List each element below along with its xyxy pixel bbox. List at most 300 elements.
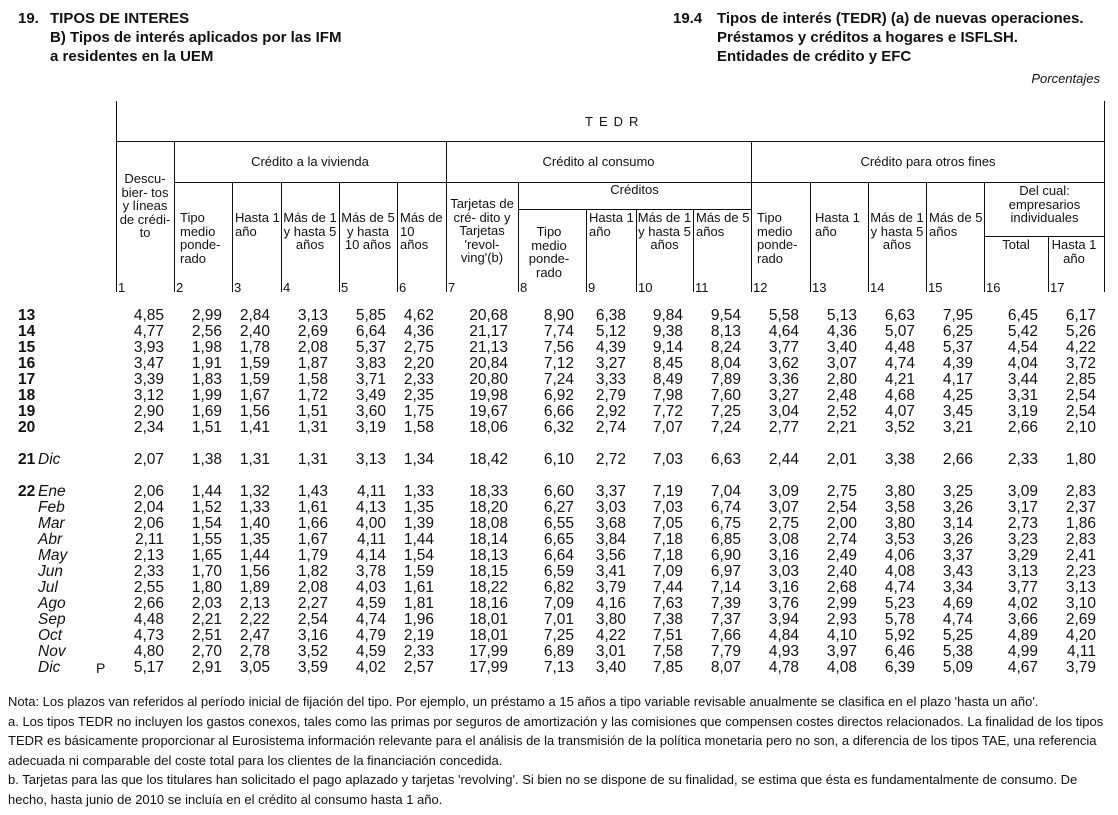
table-cell: 3,41 [595, 563, 626, 580]
table-cell: 3,05 [239, 659, 270, 676]
table-cell: 7,25 [710, 403, 741, 420]
table-cell: 1,79 [297, 547, 328, 564]
table-cell: 7,24 [710, 419, 741, 436]
table-cell: 7,79 [710, 643, 741, 660]
table-cell: 1,87 [297, 355, 328, 372]
table-cell: 4,21 [884, 371, 915, 388]
table-cell: 7,03 [652, 451, 683, 468]
table-cell: 3,25 [942, 483, 973, 500]
table-cell: 5,38 [942, 643, 973, 660]
table-cell: 7,60 [710, 387, 741, 404]
table-cell: 2,33 [1007, 451, 1038, 468]
table-row [0, 500, 1118, 516]
table-cell: 6,17 [1065, 307, 1096, 324]
table-cell: 3,60 [355, 403, 386, 420]
table-cell: 3,04 [768, 403, 799, 420]
table-cell: 5,85 [355, 307, 386, 324]
table-cell: 3,26 [942, 499, 973, 516]
table-cell: 7,25 [543, 627, 574, 644]
table-cell: 1,75 [403, 403, 434, 420]
table-cell: 4,80 [133, 643, 164, 660]
table-cell: 7,19 [652, 483, 683, 500]
table-cell: 2,22 [239, 611, 270, 628]
table-cell: 3,38 [884, 451, 915, 468]
table-row [0, 372, 1118, 388]
table-cell: 2,21 [826, 419, 857, 436]
table-row [0, 484, 1118, 500]
table-cell: 3,01 [595, 643, 626, 660]
table-cell: 7,38 [652, 611, 683, 628]
col-header-7: Tarjetas de cré- dito y Tarjetas 'revol- ving'(b) [450, 196, 514, 265]
table-cell: 3,80 [884, 483, 915, 500]
table-cell: 7,09 [543, 595, 574, 612]
table-cell: 3,93 [133, 339, 164, 356]
table-cell: 2,51 [191, 627, 222, 644]
table-cell: 3,23 [1007, 531, 1038, 548]
table-cell: 1,56 [239, 563, 270, 580]
table-cell: 2,54 [297, 611, 328, 628]
table-cell: 3,34 [942, 579, 973, 596]
table-cell: 3,78 [355, 563, 386, 580]
table-cell: 19,67 [469, 403, 508, 420]
table-cell: 4,03 [355, 579, 386, 596]
table-cell: 1,58 [403, 419, 434, 436]
table-cell: 4,07 [884, 403, 915, 420]
table-cell: 2,66 [942, 451, 973, 468]
table-cell: 4,64 [768, 323, 799, 340]
table-cell: 3,07 [826, 355, 857, 372]
table-cell: 2,66 [1007, 419, 1038, 436]
table-cell: 2,56 [191, 323, 222, 340]
section-number: 19. [18, 10, 39, 27]
table-cell: 6,90 [710, 547, 741, 564]
table-cell: 3,07 [768, 499, 799, 516]
table-cell: 1,66 [297, 515, 328, 532]
table-cell: 1,56 [239, 403, 270, 420]
table-cell: 7,72 [652, 403, 683, 420]
row-month: Sep [38, 611, 66, 628]
table-cell: 2,13 [133, 547, 164, 564]
table-cell: 3,79 [595, 579, 626, 596]
col-header-17: Hasta 1 año [1051, 237, 1097, 266]
table-cell: 2,73 [1007, 515, 1038, 532]
table-cell: 5,92 [884, 627, 915, 644]
table-cell: 7,04 [710, 483, 741, 500]
table-cell: 6,25 [942, 323, 973, 340]
table-cell: 9,54 [710, 307, 741, 324]
table-cell: 8,90 [543, 307, 574, 324]
table-cell: 3,43 [942, 563, 973, 580]
table-cell: 6,55 [543, 515, 574, 532]
table-cell: 1,83 [191, 371, 222, 388]
table-cell: 3,03 [768, 563, 799, 580]
table-cell: 1,96 [403, 611, 434, 628]
table-cell: 18,42 [469, 451, 508, 468]
tedr-super-header: TEDR [585, 114, 645, 129]
table-cell: 1,78 [239, 339, 270, 356]
table-cell: 6,63 [710, 451, 741, 468]
table-cell: 1,54 [403, 547, 434, 564]
table-cell: 6,32 [543, 419, 574, 436]
table-cell: 1,43 [297, 483, 328, 500]
table-cell: 4,84 [768, 627, 799, 644]
table-row [0, 580, 1118, 596]
table-cell: 3,59 [297, 659, 328, 676]
table-row [0, 644, 1118, 660]
table-row [0, 548, 1118, 564]
table-cell: 4,54 [1007, 339, 1038, 356]
table-cell: 3,45 [942, 403, 973, 420]
table-cell: 2,66 [133, 595, 164, 612]
table-cell: 4,36 [403, 323, 434, 340]
table-cell: 4,78 [768, 659, 799, 676]
table-cell: 4,59 [355, 643, 386, 660]
table-cell: 7,63 [652, 595, 683, 612]
table-cell: 1,58 [297, 371, 328, 388]
table-cell: 4,22 [595, 627, 626, 644]
note-b: b. Tarjetas para las que los titulares han solicitado el pago aplazado y tarjetas 'revolving'. Si bien no se dispone de su finalidad, se estima que ésta es fundamentalmente de consumo. De hecho, hasta junio de 2010 se incluía en el crédito al consumo hasta 1 año. [8, 772, 1078, 807]
col-header-16: Total [1002, 237, 1030, 252]
table-row [0, 532, 1118, 548]
table-cell: 3,68 [595, 515, 626, 532]
table-cell: 1,44 [191, 483, 222, 500]
table-cell: 3,13 [297, 307, 328, 324]
table-row [0, 324, 1118, 340]
row-year: 19 [18, 403, 36, 420]
table-cell: 7,95 [942, 307, 973, 324]
col-header-1: Descu- bier- tos y líneas de crédi- to [119, 171, 171, 240]
table-cell: 3,16 [297, 627, 328, 644]
table-cell: 20,84 [469, 355, 508, 372]
table-cell: 6,60 [543, 483, 574, 500]
table-cell: 2,69 [297, 323, 328, 340]
table-cell: 5,25 [942, 627, 973, 644]
table-cell: 8,13 [710, 323, 741, 340]
table-cell: 2,47 [239, 627, 270, 644]
table-cell: 3,27 [595, 355, 626, 372]
table-cell: 2,80 [826, 371, 857, 388]
table-cell: 4,17 [942, 371, 973, 388]
table-cell: 4,93 [768, 643, 799, 660]
table-cell: 2,11 [134, 531, 164, 548]
col-header-8: Tipo medio ponde- rado [528, 224, 570, 280]
col-header-11: Más de 5 años [696, 210, 750, 239]
table-cell: 3,14 [942, 515, 973, 532]
table-cell: 6,64 [355, 323, 386, 340]
table-cell: 2,41 [1065, 547, 1096, 564]
table-row [0, 660, 1118, 676]
table-cell: 8,07 [710, 659, 741, 676]
table-cell: 1,31 [297, 419, 328, 436]
table-cell: 7,85 [652, 659, 683, 676]
table-cell: 2,06 [133, 515, 164, 532]
table-cell: 4,11 [1066, 643, 1096, 660]
table-cell: 9,38 [652, 323, 683, 340]
table-cell: 2,75 [768, 515, 799, 532]
table-cell: 2,69 [1065, 611, 1096, 628]
subgroup-header-empresarios: Del cual: empresarios individuales [1008, 183, 1081, 225]
table-cell: 1,54 [191, 515, 222, 532]
table-cell: 2,85 [1065, 371, 1096, 388]
table-cell: 3,13 [1065, 579, 1096, 596]
table-cell: 1,99 [191, 387, 222, 404]
table-cell: 3,44 [1007, 371, 1038, 388]
row-month: Oct [38, 627, 63, 644]
table-cell: 2,33 [133, 563, 164, 580]
table-cell: 7,01 [543, 611, 574, 628]
table-cell: 2,83 [1065, 483, 1096, 500]
table-cell: 2,40 [826, 563, 857, 580]
table-cell: 2,90 [133, 403, 164, 420]
table-cell: 3,76 [768, 595, 799, 612]
table-cell: 2,06 [133, 483, 164, 500]
table-cell: 3,13 [1007, 563, 1038, 580]
table-cell: 6,64 [543, 547, 574, 564]
table-cell: 3,26 [942, 531, 973, 548]
table-cell: 18,06 [469, 419, 508, 436]
row-month: Feb [38, 499, 65, 516]
table-cell: 1,59 [403, 563, 434, 580]
table-cell: 2,37 [1065, 499, 1096, 516]
table-cell: 8,49 [652, 371, 683, 388]
table-cell: 1,41 [239, 419, 270, 436]
table-cell: 2,08 [297, 579, 328, 596]
note-a: a. Los tipos TEDR no incluyen los gastos conexos, tales como las primas por seguros de amortización y las comisiones que compensen costes directos relacionados. La finalidad de los tipos TEDR es básicamente proporcionar al Eurosistema información relevante para el análisis de la transmisión de la política monetaria pero no son, a diferencia de los tipos TAE, una referencia adecuada ni comparable del coste total para los clientes de la financiación concedida. [8, 713, 1104, 768]
table-cell: 4,85 [133, 307, 164, 324]
table-cell: 2,99 [191, 307, 222, 324]
table-row [0, 612, 1118, 628]
table-cell: 3,10 [1065, 595, 1096, 612]
table-cell: 6,45 [1007, 307, 1038, 324]
table-cell: 2,13 [239, 595, 270, 612]
table-cell: 5,12 [595, 323, 626, 340]
table-cell: 2,54 [826, 499, 857, 516]
table-cell: 3,37 [595, 483, 626, 500]
table-cell: 2,34 [133, 419, 164, 436]
table-cell: 4,68 [884, 387, 915, 404]
table-cell: 1,51 [297, 403, 328, 420]
table-cell: 18,08 [469, 515, 508, 532]
table-cell: 7,09 [652, 563, 683, 580]
table-cell: 7,14 [710, 579, 741, 596]
table-cell: 2,44 [768, 451, 799, 468]
table-cell: 6,82 [543, 579, 574, 596]
table-cell: 6,97 [710, 563, 741, 580]
table-row [0, 596, 1118, 612]
table-cell: 4,74 [355, 611, 386, 628]
table-cell: 2,75 [403, 339, 434, 356]
row-year: 15 [18, 339, 36, 356]
table-cell: 1,39 [403, 515, 434, 532]
row-provisional-flag: P [96, 660, 106, 676]
table-cell: 4,16 [595, 595, 626, 612]
table-row [0, 388, 1118, 404]
table-cell: 2,74 [595, 419, 626, 436]
table-cell: 2,33 [403, 371, 434, 388]
table-cell: 1,35 [239, 531, 270, 548]
table-cell: 4,06 [884, 547, 915, 564]
section-subtitle: B) Tipos de interés aplicados por las IFM [50, 29, 342, 46]
table-cell: 4,99 [1007, 643, 1038, 660]
table-cell: 1,80 [191, 579, 222, 596]
table-cell: 1,33 [403, 483, 434, 500]
table-cell: 3,12 [133, 387, 164, 404]
row-year: 17 [18, 371, 36, 388]
table-cell: 2,49 [826, 547, 857, 564]
table-cell: 2,35 [403, 387, 434, 404]
table-cell: 7,18 [652, 531, 683, 548]
table-cell: 6,39 [884, 659, 915, 676]
table-cell: 3,52 [297, 643, 328, 660]
table-cell: 7,98 [652, 387, 683, 404]
table-cell: 7,39 [710, 595, 741, 612]
table-cell: 18,14 [469, 531, 508, 548]
table-cell: 4,48 [884, 339, 915, 356]
table-cell: 4,74 [884, 579, 915, 596]
table-cell: 2,01 [826, 451, 857, 468]
row-month: Abr [38, 531, 63, 548]
table-cell: 4,14 [355, 547, 386, 564]
table-cell: 2,03 [191, 595, 222, 612]
table-cell: 3,13 [355, 451, 386, 468]
table-cell: 3,56 [595, 547, 626, 564]
table-cell: 1,32 [239, 483, 270, 500]
table-cell: 4,73 [133, 627, 164, 644]
table-cell: 2,83 [1065, 531, 1096, 548]
table-cell: 1,67 [239, 387, 270, 404]
table-cell: 5,58 [768, 307, 799, 324]
table-cell: 3,03 [595, 499, 626, 516]
group-header-consumo: Crédito al consumo [542, 154, 655, 169]
table-cell: 7,51 [652, 627, 683, 644]
table-cell: 6,85 [710, 531, 741, 548]
table-cell: 3,71 [355, 371, 386, 388]
table-cell: 8,24 [710, 339, 741, 356]
row-month: Ene [38, 483, 66, 500]
table-cell: 4,39 [942, 355, 973, 372]
table-row [0, 308, 1118, 324]
table-cell: 3,40 [826, 339, 857, 356]
table-cell: 1,31 [239, 451, 270, 468]
table-cell: 2,54 [1065, 387, 1096, 404]
table-cell: 6,75 [710, 515, 741, 532]
table-cell: 7,18 [652, 547, 683, 564]
table-cell: 2,19 [403, 627, 434, 644]
units-label: Porcentajes [1031, 71, 1100, 86]
table-cell: 17,99 [469, 659, 508, 676]
table-cell: 3,33 [595, 371, 626, 388]
table-cell: 5,37 [355, 339, 386, 356]
table-cell: 21,17 [469, 323, 508, 340]
table-cell: 3,40 [595, 659, 626, 676]
col-header-2: Tipo medio ponde- rado [180, 210, 221, 266]
table-cell: 21,13 [469, 339, 508, 356]
table-cell: 5,23 [884, 595, 915, 612]
table-cell: 2,93 [826, 611, 857, 628]
table-cell: 1,55 [191, 531, 222, 548]
table-cell: 3,31 [1007, 387, 1038, 404]
table-cell: 1,65 [191, 547, 222, 564]
table-cell: 1,80 [1065, 451, 1096, 468]
table-cell: 1,70 [191, 563, 222, 580]
table-cell: 18,20 [469, 499, 508, 516]
col-header-6: Más de 10 años [400, 210, 443, 252]
table-cell: 2,74 [826, 531, 857, 548]
table-cell: 3,80 [595, 611, 626, 628]
section-title: TIPOS DE INTERES [50, 10, 190, 27]
table-cell: 1,44 [239, 547, 270, 564]
table-row [0, 516, 1118, 532]
table-cell: 4,48 [133, 611, 164, 628]
table-cell: 3,77 [768, 339, 799, 356]
table-cell: 7,07 [652, 419, 683, 436]
table-cell: 2,54 [1065, 403, 1096, 420]
row-month: Mar [38, 515, 65, 532]
row-year: 16 [18, 355, 36, 372]
table-cell: 19,98 [469, 387, 508, 404]
table-cell: 3,17 [1007, 499, 1038, 516]
table-cell: 2,21 [191, 611, 222, 628]
table-cell: 1,82 [297, 563, 328, 580]
table-cell: 9,84 [652, 307, 683, 324]
group-header-vivienda: Crédito a la vivienda [251, 154, 369, 169]
row-year: 21 [18, 451, 36, 468]
table-cell: 3,72 [1065, 355, 1096, 372]
col-header-14: Más de 1 y hasta 5 años [870, 210, 924, 252]
table-cell: 1,38 [191, 451, 222, 468]
row-month: Jul [38, 579, 58, 596]
table-cell: 3,19 [1007, 403, 1038, 420]
table-cell: 1,52 [191, 499, 222, 516]
row-year: 20 [18, 419, 36, 436]
table-cell: 1,51 [191, 419, 222, 436]
table-cell: 7,24 [543, 371, 574, 388]
table-cell: 5,37 [942, 339, 973, 356]
table-cell: 3,79 [1065, 659, 1096, 676]
table-cell: 1,91 [191, 355, 222, 372]
table-cell: 6,74 [710, 499, 741, 516]
table-cell: 2,20 [403, 355, 434, 372]
table-cell: 7,74 [543, 323, 574, 340]
table-cell: 1,31 [297, 451, 328, 468]
table-cell: 6,10 [543, 451, 574, 468]
table-cell: 7,89 [710, 371, 741, 388]
table-cell: 2,84 [239, 307, 270, 324]
table-cell: 7,37 [710, 611, 741, 628]
table-cell: 5,07 [884, 323, 915, 340]
table-cell: 4,89 [1007, 627, 1038, 644]
table-cell: 6,66 [543, 403, 574, 420]
table-cell: 3,66 [1007, 611, 1038, 628]
table-row [0, 452, 1118, 468]
table-cell: 1,35 [403, 499, 434, 516]
table-row [0, 340, 1118, 356]
row-year: 18 [18, 387, 36, 404]
table-cell: 4,62 [403, 307, 434, 324]
table-number: 19.4 [673, 10, 703, 27]
table-cell: 2,27 [297, 595, 328, 612]
col-header-15: Más de 5 años [929, 210, 983, 239]
table-cell: 6,27 [543, 499, 574, 516]
table-cell: 20,68 [469, 307, 508, 324]
table-cell: 1,40 [239, 515, 270, 532]
table-cell: 2,33 [403, 643, 434, 660]
table-cell: 5,13 [826, 307, 857, 324]
table-cell: 1,61 [297, 499, 328, 516]
col-header-12: Tipo medio ponde- rado [757, 210, 798, 266]
table-cell: 4,77 [133, 323, 164, 340]
col-header-9: Hasta 1 año [589, 210, 634, 239]
